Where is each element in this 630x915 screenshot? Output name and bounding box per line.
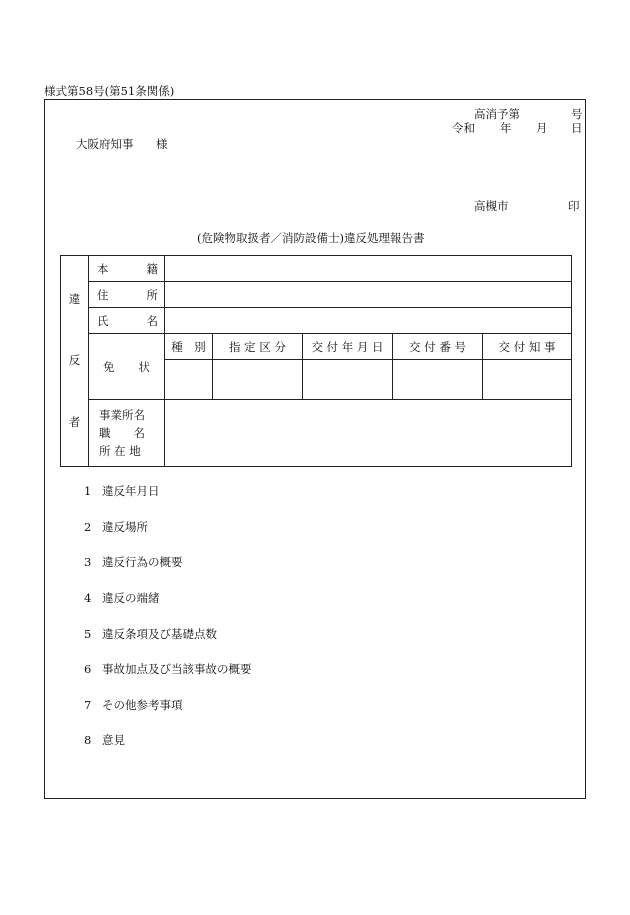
license-header-number: 交 付 番 号 xyxy=(393,334,483,360)
honorific: 様 xyxy=(156,137,168,151)
license-header-type: 種 別 xyxy=(165,334,213,360)
list-item: 5 違反条項及び基礎点数 xyxy=(84,627,217,641)
label-jusho: 住 所 xyxy=(89,282,165,308)
label-position: 職 名 xyxy=(99,426,145,440)
issuer-name: 高槻市 xyxy=(474,199,509,213)
list-item: 3 違反行為の概要 xyxy=(84,555,183,569)
list-item: 7 その他参考事項 xyxy=(84,698,183,712)
label-menjo: 免 状 xyxy=(89,334,165,400)
license-header-category: 指 定 区 分 xyxy=(213,334,303,360)
violator-char: 反 xyxy=(68,353,81,368)
list-item: 6 事故加点及び当該事故の概要 xyxy=(84,662,252,676)
date-year: 年 xyxy=(500,121,512,135)
jusho-field[interactable] xyxy=(165,282,572,308)
label-workplace xyxy=(89,400,165,467)
reference-prefix: 高消予第 xyxy=(474,107,520,121)
list-item: 8 意見 xyxy=(84,733,125,747)
list-item: 4 違反の端緒 xyxy=(84,591,160,605)
document-title: (危険物取扱者／消防設備士)違反処理報告書 xyxy=(197,231,425,245)
license-governor-field[interactable] xyxy=(483,360,572,400)
date-era: 令和 xyxy=(452,121,475,135)
label-honseki: 本 籍 xyxy=(89,256,165,282)
license-number-field[interactable] xyxy=(393,360,483,400)
list-item: 1 違反年月日 xyxy=(84,484,160,498)
workplace-field[interactable] xyxy=(165,400,572,467)
seal-mark: 印 xyxy=(568,199,580,213)
license-type-field[interactable] xyxy=(165,360,213,400)
license-category-field[interactable] xyxy=(213,360,303,400)
shimei-field[interactable] xyxy=(165,308,572,334)
honseki-field[interactable] xyxy=(165,256,572,282)
label-shimei: 氏 名 xyxy=(89,308,165,334)
reference-suffix: 号 xyxy=(571,107,583,121)
license-header-governor: 交 付 知 事 xyxy=(483,334,572,360)
label-workplace-name: 事業所名 xyxy=(99,408,145,422)
violator-table xyxy=(60,255,572,467)
date-month: 月 xyxy=(536,121,548,135)
form-number: 様式第58号(第51条関係) xyxy=(44,84,175,98)
license-header-issue-date: 交 付 年 月 日 xyxy=(303,334,393,360)
date-day: 日 xyxy=(571,121,583,135)
violator-char: 違 xyxy=(68,291,81,306)
list-item: 2 違反場所 xyxy=(84,520,148,534)
label-location: 所 在 地 xyxy=(99,444,141,458)
violator-char: 者 xyxy=(68,414,81,429)
addressee: 大阪府知事 xyxy=(76,137,134,151)
violator-header xyxy=(61,256,89,467)
license-issue-date-field[interactable] xyxy=(303,360,393,400)
